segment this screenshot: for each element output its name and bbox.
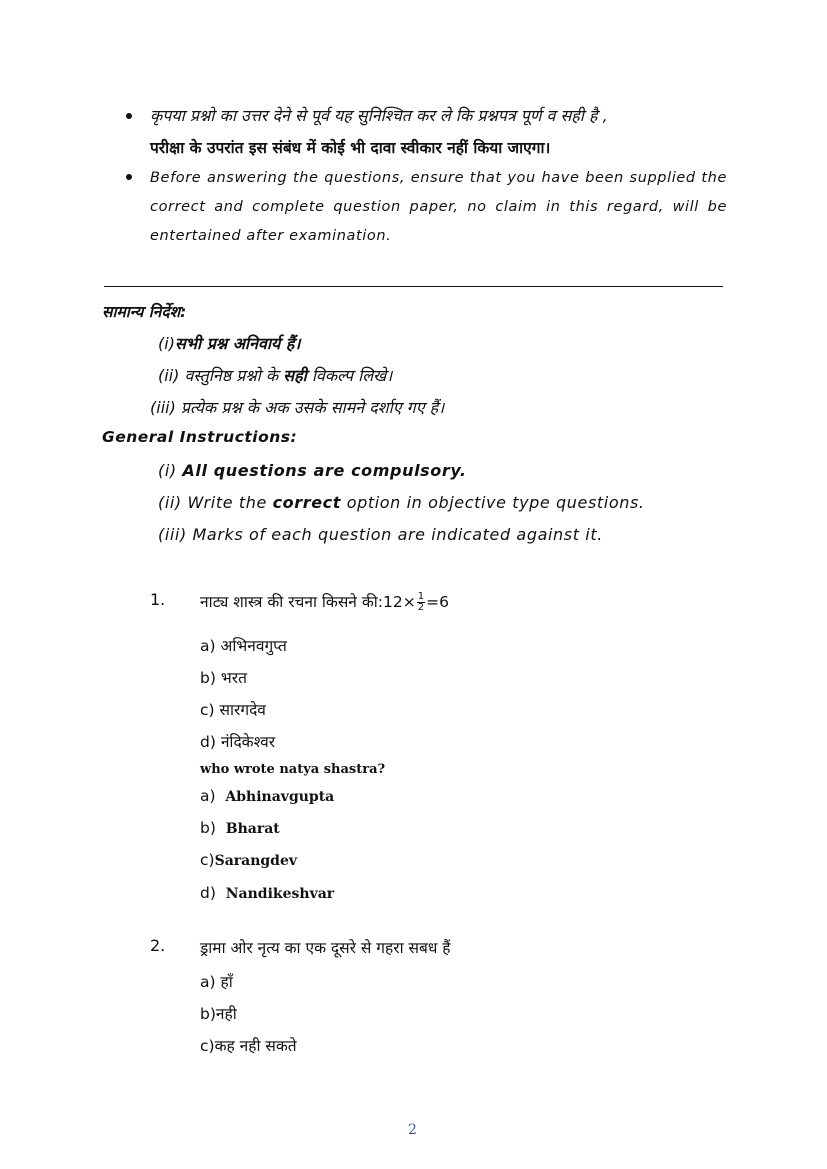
english-instruction-1-bold: All questions are compulsory.	[182, 461, 467, 480]
english-instruction-3: (iii) Marks of each question are indicated against it.	[158, 525, 603, 544]
hindi-instruction-1-prefix: (i)	[158, 334, 175, 353]
q1-option-a: a) अभिनवगुप्त	[200, 637, 287, 655]
q1-english-option-b: b) Bharat	[200, 819, 280, 837]
english-instructions-heading: General Instructions:	[102, 428, 298, 446]
page-number: 2	[408, 1122, 417, 1138]
q1-english-option-c: c)Sarangdev	[200, 851, 298, 869]
q1-english-option-a: a) Abhinavgupta	[200, 787, 335, 805]
q1-english-option-d: d) Nandikeshvar	[200, 884, 335, 902]
notice-english-line3: entertained after examination.	[150, 228, 392, 244]
q2-option-a: a) हाँ	[200, 973, 233, 991]
bullet-icon	[126, 113, 132, 119]
q1-option-c: c) सारगदेव	[200, 701, 266, 719]
notice-hindi-line1: कृपया प्रश्नो का उत्तर देने से पूर्व यह सुनिश्चित कर ले कि प्रश्नपत्र पूर्ण व सही है ,	[150, 106, 608, 125]
english-instruction-2-bold: correct	[272, 493, 342, 512]
q1-option-d: d) नंदिकेश्वर	[200, 733, 276, 751]
hindi-instruction-2-prefix: (ii) वस्तुनिष्ठ प्रश्नो के	[158, 366, 284, 385]
question-1-english-text: who wrote natya shastra?	[200, 762, 386, 777]
hindi-instruction-2-suffix: विकल्प लिखे।	[306, 366, 393, 385]
hindi-instruction-1-text: सभी प्रश्न अनिवार्य हैं।	[174, 334, 301, 353]
question-2-text: ड्रामा ओर नृत्य का एक दूसरे से गहरा सबध हैं	[200, 939, 451, 957]
bullet-icon	[126, 174, 132, 180]
question-1-number: 1.	[150, 590, 166, 609]
q2-option-c: c)कह नही सकते	[200, 1037, 297, 1055]
notice-hindi-line2: परीक्षा के उपरांत इस संबंध में कोई भी दावा स्वीकार नहीं किया जाएगा।	[150, 139, 551, 157]
hindi-instructions-heading: सामान्य निर्देश:	[102, 303, 187, 321]
marks-fraction: $\frac{1}{2}$	[417, 591, 425, 613]
hindi-instruction-3: (iii) प्रत्येक प्रश्न के अक उसके सामने दर्शाए गए हैं।	[150, 398, 445, 417]
hindi-instruction-1	[158, 332, 300, 354]
english-instruction-2-prefix: (ii) Write the	[158, 493, 273, 512]
english-instruction-1-prefix: (i)	[158, 461, 183, 480]
q2-option-b: b)नही	[200, 1005, 237, 1023]
question-1-text	[200, 590, 449, 613]
question-1-marks: =6	[426, 593, 449, 611]
horizontal-divider	[104, 286, 723, 287]
hindi-instruction-2-bold: सही	[283, 366, 307, 385]
question-1-prompt: नाट्य शास्त्र की रचना किसने की:12×	[200, 593, 416, 611]
notice-english-line2: correct and complete question paper, no claim in this regard, will be	[150, 199, 727, 215]
english-instruction-2-suffix: option in objective type questions.	[341, 493, 645, 512]
question-2-number: 2.	[150, 936, 166, 955]
hindi-instruction-2	[158, 364, 392, 386]
english-instruction-2	[158, 493, 645, 512]
notice-english-line1: Before answering the questions, ensure that you have been supplied the	[150, 170, 727, 186]
english-instruction-1	[158, 461, 467, 480]
q1-option-b: b) भरत	[200, 669, 247, 687]
